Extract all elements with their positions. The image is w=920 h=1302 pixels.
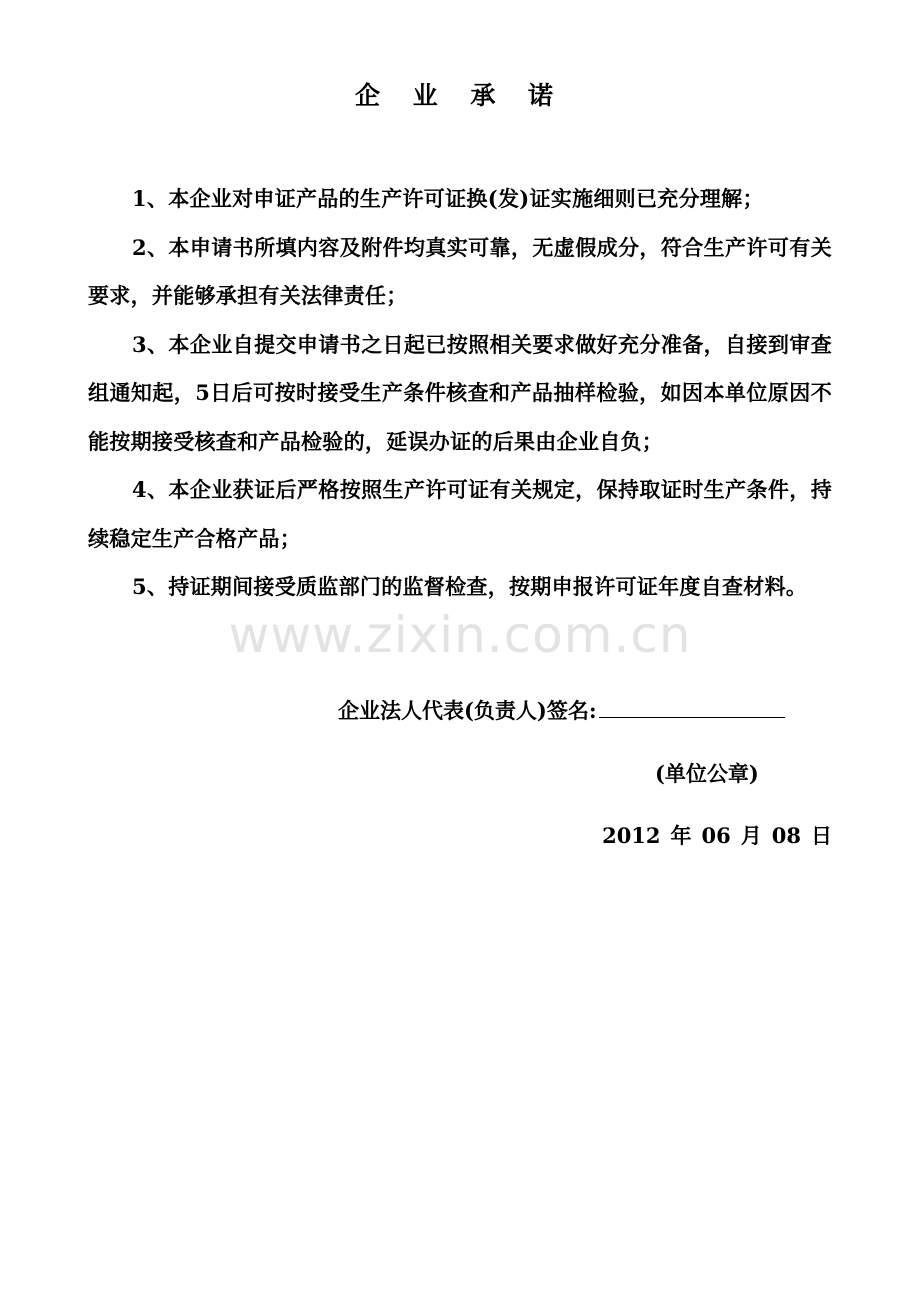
commitment-list — [88, 175, 832, 612]
date-year: 2012 — [602, 823, 661, 848]
commitment-item-5: 5、持证期间接受质监部门的监督检查，按期申报许可证年度自查材料。 — [132, 574, 808, 599]
signing-date — [602, 818, 832, 854]
commitment-item-1: 1、本企业对申证产品的生产许可证换(发)证实施细则已充分理解； — [132, 186, 764, 211]
signature-label: 企业法人代表(负责人)签名: — [338, 698, 597, 723]
commitment-item-3: 3、本企业自提交申请书之日起已按照相关要求做好充分准备，自接到审查组通知起，5日后可按时接受生产条件核查和产品抽样检验，如因本单位原因不能按期接受核查和产品检验的，延误办证的后果由企业自负； — [88, 331, 832, 454]
signature-line — [599, 693, 785, 718]
date-month-unit: 月 — [740, 823, 762, 848]
date-year-unit: 年 — [670, 823, 692, 848]
date-day-unit: 日 — [811, 823, 832, 848]
commitment-item-2: 2、本申请书所填内容及附件均真实可靠，无虚假成分，符合生产许可有关要求，并能够承担有关法律责任； — [88, 234, 832, 308]
signature-block — [338, 693, 785, 729]
commitment-item-4: 4、本企业获证后严格按照生产许可证有关规定，保持取证时生产条件，持续稳定生产合格产品； — [88, 477, 832, 551]
date-day: 08 — [771, 823, 801, 848]
company-seal-label: (单位公章) — [655, 761, 759, 786]
date-month: 06 — [701, 823, 731, 848]
document-title: 企 业 承 诺 — [354, 81, 566, 110]
watermark: www.zixin.com.cn — [228, 606, 692, 664]
